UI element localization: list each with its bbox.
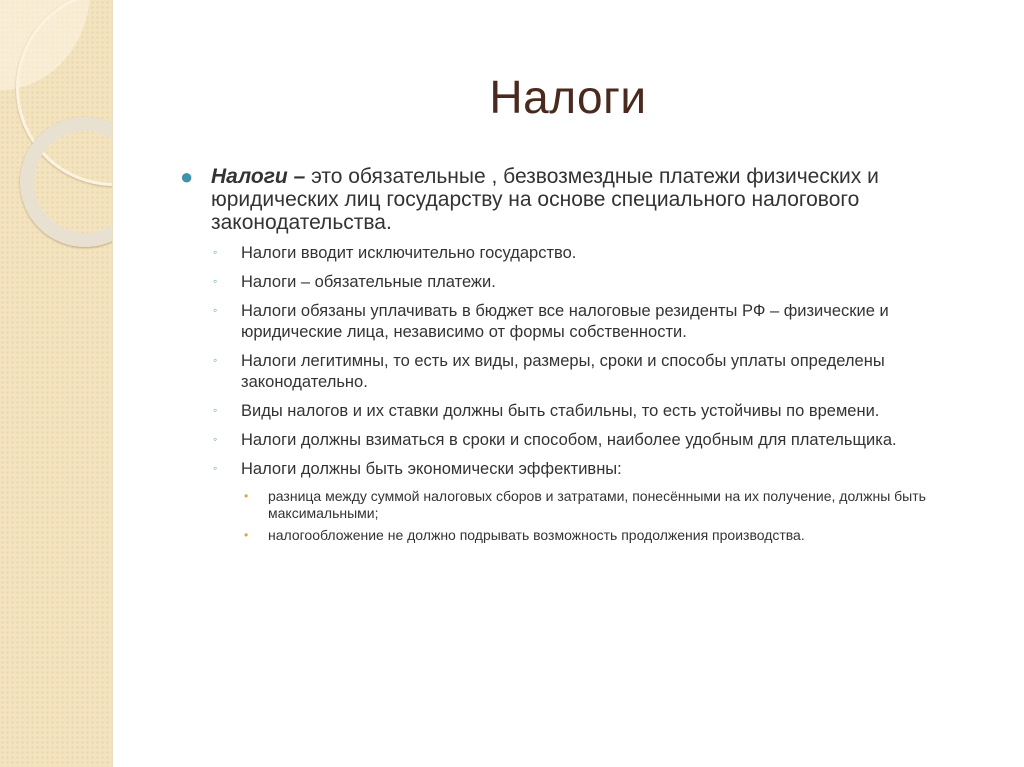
- list-item: [180, 243, 956, 264]
- bullet-icon: ●: [180, 164, 194, 189]
- definition-bullet: [180, 165, 976, 234]
- sub-list-item-text: налогообложение не должно подрывать возможность продолжения производства.: [268, 527, 805, 543]
- list-item-text: Налоги должны взиматься в сроки и способом, наиболее удобным для плательщика.: [241, 431, 897, 449]
- list-item: [180, 430, 956, 451]
- list-item: [180, 351, 956, 393]
- slide-body: [180, 165, 980, 549]
- sub-list-item: [180, 527, 968, 544]
- list-item: [180, 401, 956, 422]
- bullet-icon: •: [244, 528, 249, 542]
- list-item-text: Налоги вводит исключительно государство.: [241, 244, 577, 262]
- list-item-text: Налоги легитимны, то есть их виды, размеры, сроки и способы уплаты определены законодательно.: [241, 352, 885, 391]
- definition-text: это обязательные , безвозмездные платежи физических и юридических лиц государству на основе специального налогового законодательства.: [211, 165, 879, 234]
- bullet-icon: ◦: [213, 403, 218, 417]
- bullet-icon: •: [244, 489, 249, 503]
- sub-list-item: [180, 488, 968, 522]
- list-item-text: Налоги обязаны уплачивать в бюджет все налоговые резиденты РФ – физические и юридические лица, независимо от формы собственности.: [241, 302, 889, 341]
- bullet-icon: ◦: [213, 353, 218, 367]
- bullet-icon: ◦: [213, 432, 218, 446]
- list-item: [180, 301, 956, 343]
- bullet-icon: ◦: [213, 274, 218, 288]
- bullet-icon: ◦: [213, 245, 218, 259]
- list-item-text: Виды налогов и их ставки должны быть стабильны, то есть устойчивы по времени.: [241, 402, 880, 420]
- sub-list-item-text: разница между суммой налоговых сборов и затратами, понесёнными на их получение, должны быть максимальными;: [268, 488, 926, 521]
- bullet-icon: ◦: [213, 303, 218, 317]
- decorative-sidebar: [0, 0, 113, 767]
- slide-title: Налоги: [489, 71, 647, 123]
- list-item-text: Налоги – обязательные платежи.: [241, 273, 496, 291]
- list-item-text: Налоги должны быть экономически эффективны:: [241, 460, 622, 478]
- bullet-icon: ◦: [213, 461, 218, 475]
- list-item: [180, 272, 956, 293]
- list-item: [180, 459, 956, 480]
- definition-term: Налоги –: [211, 165, 306, 188]
